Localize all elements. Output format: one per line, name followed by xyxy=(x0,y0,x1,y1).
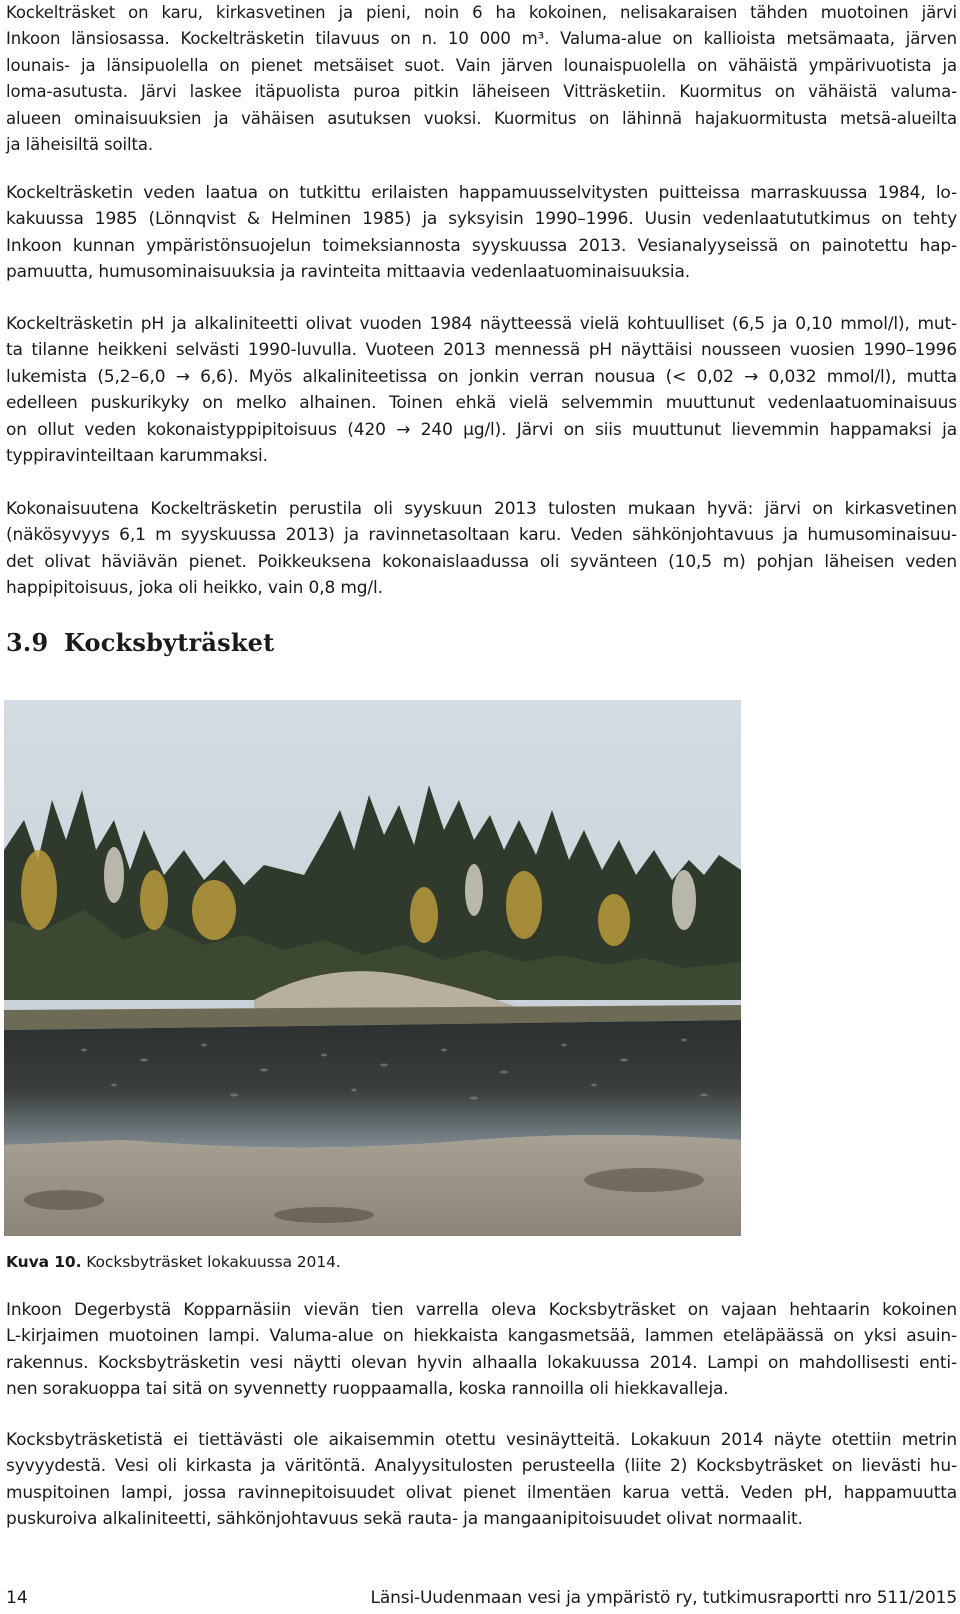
paragraph-kockeltrasket-intro xyxy=(6,0,957,158)
text-line: Kockelträsket on karu, kirkasvetinen ja pieni, noin 6 ha kokoinen, nelisakaraisen tähden muotoinen järvi xyxy=(6,3,957,22)
text-line: Kockelträsketin pH ja alkaliniteetti olivat vuoden 1984 näytteessä vielä kohtuulliset (6,5 ja 0,10 mmol/l), mut- xyxy=(6,314,957,334)
figure-label: Kuva 10. xyxy=(6,1253,82,1271)
text-line: (näkösyvyys 6,1 m syyskuussa 2013) ja ravinnetasoltaan karu. Veden sähkönjohtavuus ja humusominaisuu- xyxy=(6,525,957,546)
figure-caption-text: Kocksbyträsket lokakuussa 2014. xyxy=(86,1253,341,1271)
paragraph-ph-alkalinity xyxy=(6,311,957,469)
lake-photo-illustration xyxy=(4,700,741,1236)
text-line: edelleen puskurikyky on melko alhainen. Toinen ehkä vielä selvemmin muuttunut vedenlaatuominaisuus xyxy=(6,393,957,414)
text-line: happipitoisuus, joka oli heikko, vain 0,8 mg/l. xyxy=(6,578,383,599)
text-line: Kockelträsketin veden laatua on tutkittu erilaisten happamuusselvitysten puitteissa marraskuussa 1984, lo- xyxy=(6,183,957,203)
text-line: alueen ominaisuuksien ja vähäisen asutuksen vuoksi. Kuormitus on lähinnä hajakuormitusta metsä-alueilta xyxy=(6,108,957,128)
text-line: det olivat häviävän pienet. Poikkeuksena kokonaislaadussa oli syvänteen (10,5 m) pohjan läheisen veden xyxy=(6,551,957,572)
paragraph-kocksbytrasket-samples xyxy=(6,1427,957,1533)
text-line: kakuussa 1985 (Lönnqvist & Helminen 1985) ja syksyisin 1990–1996. Uusin vedenlaatututkimus on tehty xyxy=(6,209,957,230)
page-footer xyxy=(6,1586,957,1610)
section-title: Kocksbyträsket xyxy=(64,628,275,657)
text-line: Kocksbyträsketistä ei tiettävästi ole aikaisemmin otettu vesinäytteitä. Lokakuun 2014 näyte otettiin metrin xyxy=(6,1430,957,1450)
section-number: 3.9 xyxy=(6,628,49,657)
text-line: lukemista (5,2–6,0 → 6,6). Myös alkaliniteetissa on jonkin verran nousua (< 0,02 → 0,032 mmol/l), mutta xyxy=(6,366,957,387)
figure-caption xyxy=(6,1252,341,1272)
text-line: Kokonaisuutena Kockelträsketin perustila oli syyskuun 2013 tulosten mukaan hyvä: järvi on kirkasvetinen xyxy=(6,499,957,519)
text-line: on ollut veden kokonaistyppipitoisuus (420 → 240 µg/l). Järvi on siis muuttunut lievemmin happamaksi ja xyxy=(6,419,957,440)
text-line: nen sorakuoppa tai sitä on syvennetty ruoppaamalla, koska rannoilla oli hiekkavalleja. xyxy=(6,1379,729,1400)
section-heading xyxy=(6,628,274,657)
text-line: Inkoon kunnan ympäristönsuojelun toimeksiannosta syyskuussa 2013. Vesianalyyseissä on painotettu hap- xyxy=(6,235,957,256)
text-line: typpiravinteiltaan karummaksi. xyxy=(6,446,268,467)
text-line: rakennus. Kocksbyträsketin vesi näytti olevan hyvin alhaalla lokakuussa 2014. Lampi on mahdollisesti enti- xyxy=(6,1352,957,1373)
text-line: pamuutta, humusominaisuuksia ja ravinteita mittaavia vedenlaatuominaisuuksia. xyxy=(6,262,691,283)
text-line: loma-asutusta. Järvi laskee itäpuolista puroa pitkin läheiseen Vitträsketiin. Kuormitus on vähäistä valuma- xyxy=(6,82,957,102)
text-line: lounais- ja länsipuolella on pienet metsäiset suot. Vain järven lounaispuolella on vähäistä ympärivuotista ja xyxy=(6,55,957,75)
text-line: muspitoinen lampi, jossa ravinnepitoisuudet olivat pienet ilmentäen karua vettä. Veden pH, happamuutta xyxy=(6,1482,957,1503)
text-line: Inkoon Degerbystä Kopparnäsiin vievän tien varrella oleva Kocksbyträsket on vajaan hehtaarin kokoinen xyxy=(6,1300,957,1320)
text-line: ta tilanne heikkeni selvästi 1990-luvulla. Vuoteen 2013 mennessä pH näyttäisi nousseen vuosien 1990–1996 xyxy=(6,340,957,361)
text-line: L-kirjaimen muotoinen lampi. Valuma-alue on hiekkaista kangasmetsää, lammen eteläpäässä on yksi asuin- xyxy=(6,1326,957,1347)
lake-photo xyxy=(4,700,741,1236)
report-series: Länsi-Uudenmaan vesi ja ympäristö ry, tutkimusraportti nro 511/2015 xyxy=(370,1588,957,1608)
page-number: 14 xyxy=(6,1588,28,1608)
text-line: ja läheisiltä soilta. xyxy=(6,135,154,155)
text-line: puskuroiva alkaliniteetti, sähkönjohtavuus sekä rauta- ja mangaanipitoisuudet olivat normaalit. xyxy=(6,1509,803,1530)
paragraph-overall-status xyxy=(6,496,957,602)
paragraph-kocksbytrasket-description xyxy=(6,1297,957,1403)
paragraph-water-quality-studies xyxy=(6,180,957,286)
text-line: syvyydestä. Vesi oli kirkasta ja väritöntä. Analyysitulosten perusteella (liite 2) Kocksbyträsket on lievästi hu- xyxy=(6,1456,957,1477)
text-line: Inkoon länsiosassa. Kockelträsketin tilavuus on n. 10 000 m³. Valuma-alue on kallioista metsämaata, järven xyxy=(6,29,957,49)
